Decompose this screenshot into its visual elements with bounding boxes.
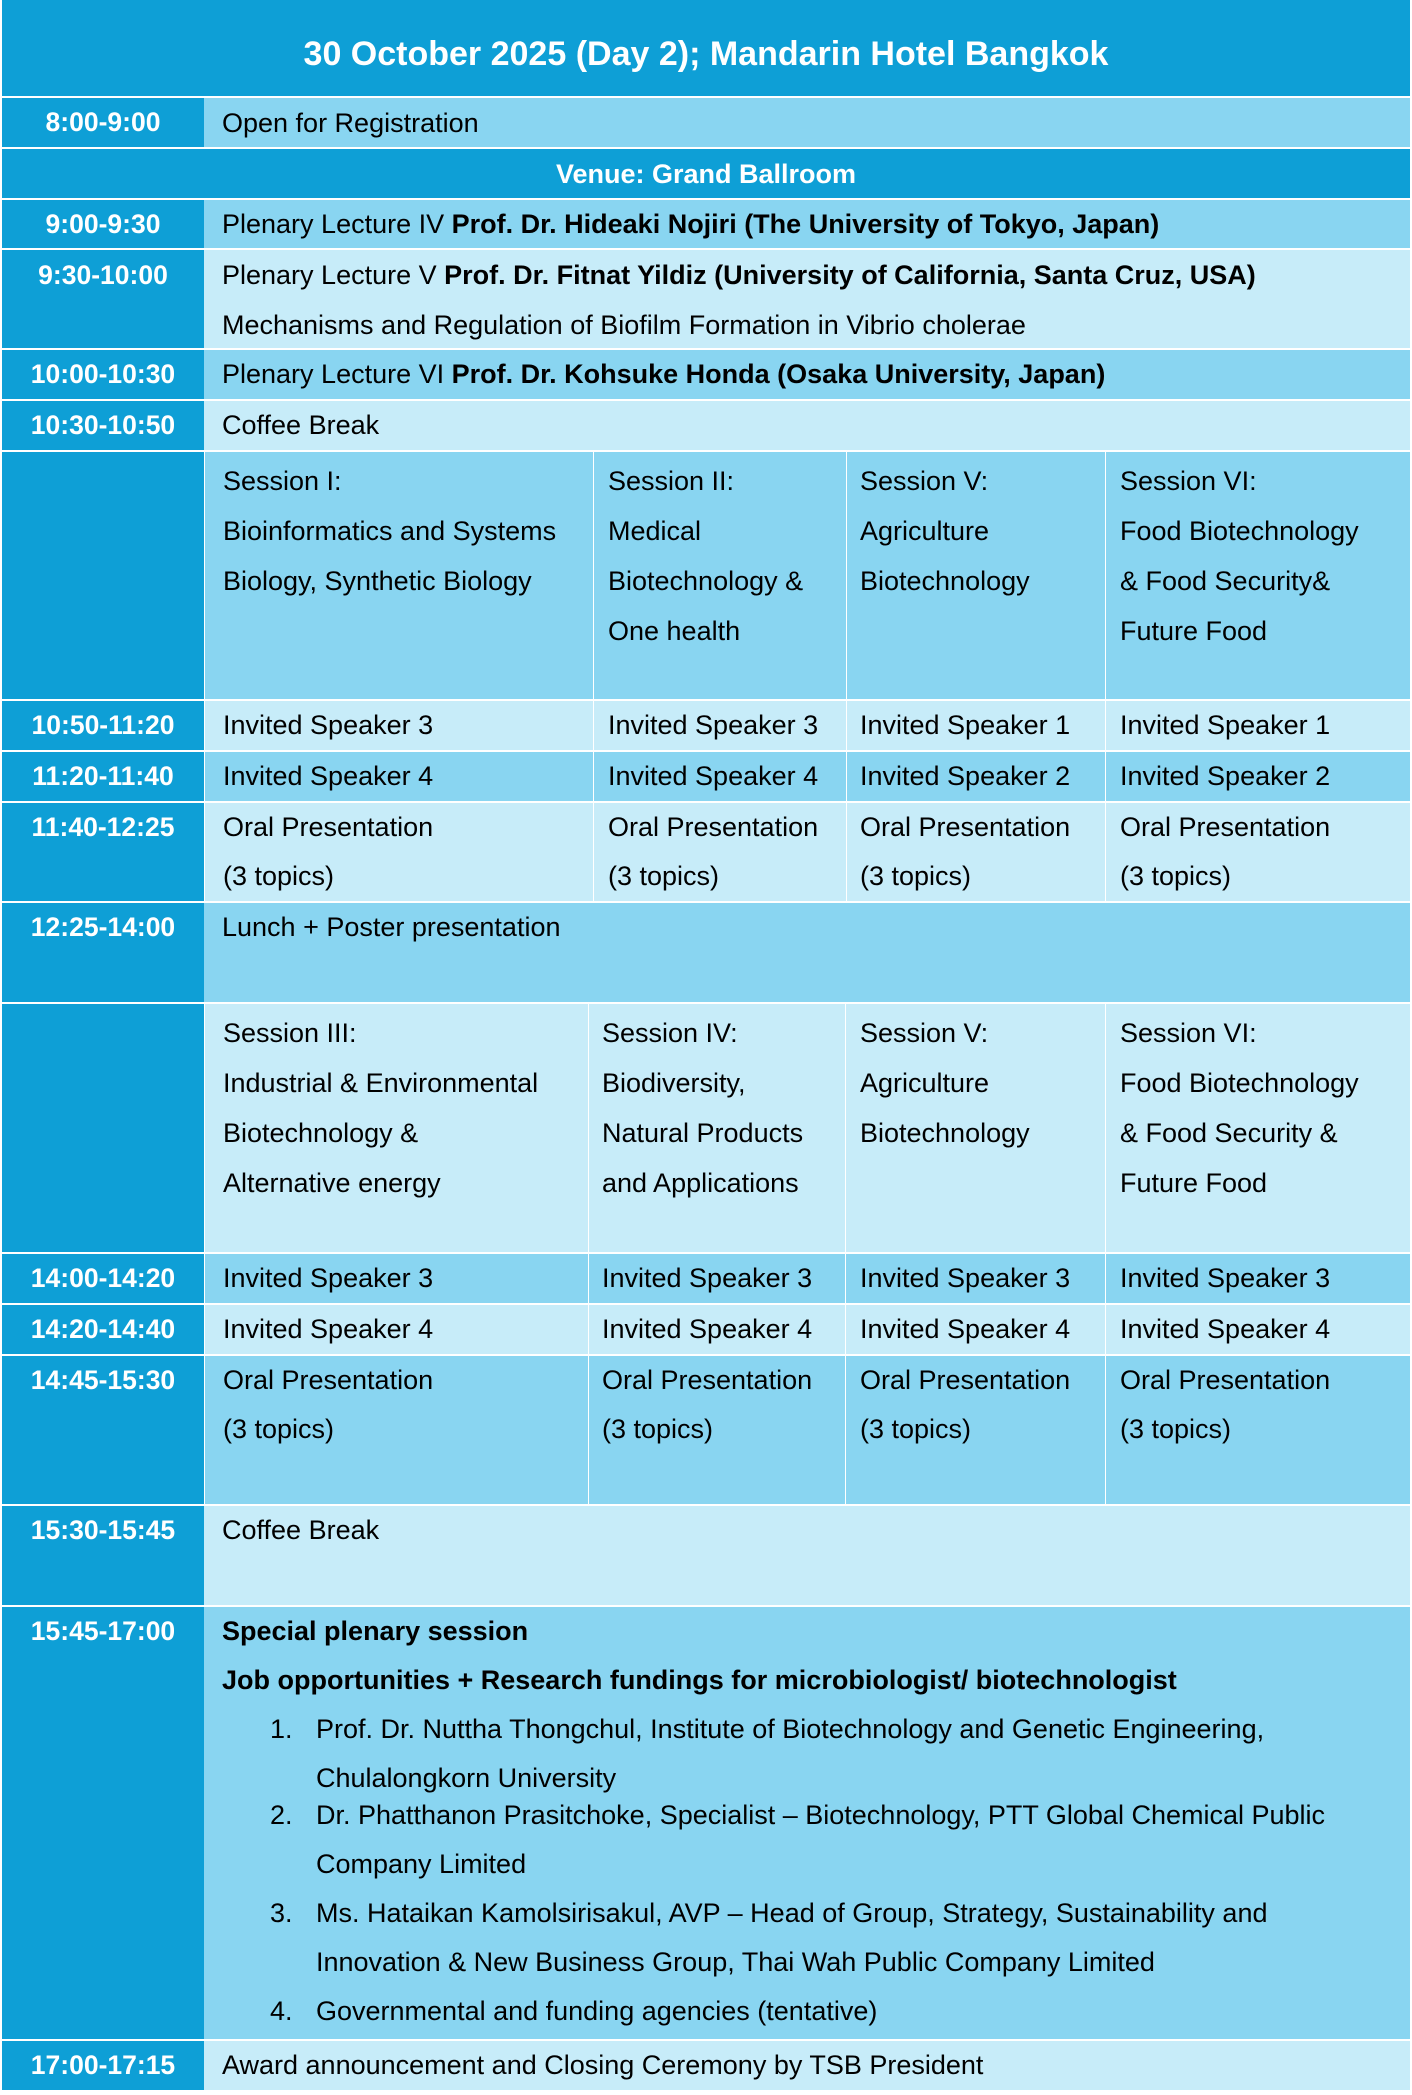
list-item: 4. Governmental and funding agencies (tentative) bbox=[270, 1996, 878, 2026]
page-title: 30 October 2025 (Day 2); Mandarin Hotel Bangkok bbox=[2, 0, 1410, 96]
time-cell: 9:00-9:30 bbox=[2, 200, 204, 248]
special-heading: Special plenary session bbox=[222, 1616, 529, 1646]
time-cell: 10:30-10:50 bbox=[2, 401, 204, 450]
speaker-list bbox=[222, 1705, 1410, 2036]
slot-cell: Invited Speaker 3 bbox=[845, 1254, 1105, 1303]
slot-cell: Invited Speaker 3 bbox=[593, 701, 846, 750]
slot-cell: Oral Presentation (3 topics) bbox=[846, 803, 1105, 901]
time-cell: 14:00-14:20 bbox=[2, 1254, 204, 1303]
list-item: 3. Ms. Hataikan Kamolsirisakul, AVP – Head of Group, Strategy, Sustainability and Innovation & New Business Group, Thai Wah Public Company Limited bbox=[270, 1898, 1268, 1977]
plenary-row bbox=[2, 200, 1410, 248]
coffee-break-text: Coffee Break bbox=[222, 410, 380, 440]
schedule-row bbox=[2, 752, 1410, 801]
registration-row bbox=[2, 98, 1410, 147]
time-cell: 14:20-14:40 bbox=[2, 1305, 204, 1354]
session-title: Session V: Agriculture Biotechnology bbox=[846, 452, 1105, 699]
plenary-row bbox=[2, 250, 1410, 348]
slot-cell: Invited Speaker 1 bbox=[1105, 701, 1410, 750]
slot-cell: Invited Speaker 1 bbox=[846, 701, 1105, 750]
schedule-row bbox=[2, 701, 1410, 750]
schedule-row bbox=[2, 1305, 1410, 1354]
slot-cell: Oral Presentation (3 topics) bbox=[1105, 803, 1410, 901]
plenary-text bbox=[204, 250, 1410, 348]
plenary-label: Plenary Lecture V bbox=[222, 260, 445, 290]
time-cell bbox=[2, 1004, 204, 1252]
registration-text: Open for Registration bbox=[222, 108, 479, 138]
session-title: Session V: Agriculture Biotechnology bbox=[845, 1004, 1105, 1252]
slot-cell: Invited Speaker 4 bbox=[588, 1305, 845, 1354]
slot-cell: Invited Speaker 4 bbox=[593, 752, 846, 801]
slot-cell: Invited Speaker 4 bbox=[845, 1305, 1105, 1354]
plenary-label: Plenary Lecture IV bbox=[222, 209, 452, 239]
list-item: 2. Dr. Phatthanon Prasitchoke, Specialist – Biotechnology, PTT Global Chemical Public Company Limited bbox=[270, 1800, 1326, 1879]
slot-cell: Invited Speaker 3 bbox=[204, 1254, 588, 1303]
list-item: 1. Prof. Dr. Nuttha Thongchul, Institute of Biotechnology and Genetic Engineering, Chulalongkorn University bbox=[270, 1714, 1265, 1793]
session-title: Session II: Medical Biotechnology & One health bbox=[593, 452, 846, 699]
plenary-speaker: Prof. Dr. Kohsuke Honda (Osaka University, Japan) bbox=[451, 359, 1106, 389]
time-cell: 11:20-11:40 bbox=[2, 752, 204, 801]
schedule-row bbox=[2, 1254, 1410, 1303]
time-cell: 11:40-12:25 bbox=[2, 803, 204, 901]
venue-row: Venue: Grand Ballroom bbox=[2, 149, 1410, 198]
time-cell: 14:45-15:30 bbox=[2, 1356, 204, 1504]
slot-cell: Invited Speaker 3 bbox=[204, 701, 593, 750]
coffee-break-row bbox=[2, 401, 1410, 450]
plenary-label: Plenary Lecture VI bbox=[222, 359, 452, 389]
time-cell: 8:00-9:00 bbox=[2, 98, 204, 147]
slot-cell: Invited Speaker 3 bbox=[1105, 1254, 1410, 1303]
slot-cell: Invited Speaker 3 bbox=[588, 1254, 845, 1303]
closing-row bbox=[2, 2041, 1410, 2090]
slot-cell: Invited Speaker 2 bbox=[846, 752, 1105, 801]
coffee-break-text: Coffee Break bbox=[222, 1515, 380, 1545]
plenary-speaker: Prof. Dr. Fitnat Yildiz (University of California, Santa Cruz, USA) bbox=[444, 260, 1256, 290]
time-cell: 17:00-17:15 bbox=[2, 2041, 204, 2090]
session-title: Session I: Bioinformatics and Systems Biology, Synthetic Biology bbox=[204, 452, 593, 699]
closing-text: Award announcement and Closing Ceremony by TSB President bbox=[222, 2050, 984, 2080]
morning-session-header-row bbox=[2, 452, 1410, 699]
time-cell: 15:30-15:45 bbox=[2, 1506, 204, 1605]
plenary-text bbox=[204, 200, 1410, 248]
plenary-speaker: Prof. Dr. Hideaki Nojiri (The University of Tokyo, Japan) bbox=[451, 209, 1160, 239]
session-title: Session VI: Food Biotechnology & Food Security & Future Food bbox=[1105, 1004, 1410, 1252]
lunch-row bbox=[2, 903, 1410, 1002]
special-plenary-content bbox=[204, 1607, 1410, 2039]
session-title: Session IV: Biodiversity, Natural Products and Applications bbox=[588, 1004, 845, 1252]
slot-cell: Invited Speaker 4 bbox=[1105, 1305, 1410, 1354]
time-cell: 12:25-14:00 bbox=[2, 903, 204, 1002]
slot-cell: Oral Presentation (3 topics) bbox=[593, 803, 846, 901]
special-plenary-row bbox=[2, 1607, 1410, 2039]
lunch-text: Lunch + Poster presentation bbox=[222, 912, 561, 942]
schedule-row bbox=[2, 1356, 1410, 1504]
session-title: Session VI: Food Biotechnology & Food Security& Future Food bbox=[1105, 452, 1410, 699]
slot-cell: Oral Presentation (3 topics) bbox=[204, 1356, 588, 1504]
plenary-text bbox=[204, 350, 1410, 399]
time-cell: 9:30-10:00 bbox=[2, 250, 204, 348]
special-subheading: Job opportunities + Research fundings for microbiologist/ biotechnologist bbox=[222, 1665, 1177, 1695]
afternoon-session-header-row bbox=[2, 1004, 1410, 1252]
slot-cell: Oral Presentation (3 topics) bbox=[1105, 1356, 1410, 1504]
time-cell: 10:00-10:30 bbox=[2, 350, 204, 399]
slot-cell: Oral Presentation (3 topics) bbox=[845, 1356, 1105, 1504]
plenary-row bbox=[2, 350, 1410, 399]
time-cell: 15:45-17:00 bbox=[2, 1607, 204, 2039]
schedule-row bbox=[2, 803, 1410, 901]
time-cell: 10:50-11:20 bbox=[2, 701, 204, 750]
session-title: Session III: Industrial & Environmental Biotechnology & Alternative energy bbox=[204, 1004, 588, 1252]
coffee-break-row bbox=[2, 1506, 1410, 1605]
slot-cell: Invited Speaker 4 bbox=[204, 752, 593, 801]
slot-cell: Invited Speaker 4 bbox=[204, 1305, 588, 1354]
time-cell bbox=[2, 452, 204, 699]
slot-cell: Oral Presentation (3 topics) bbox=[588, 1356, 845, 1504]
plenary-topic: Mechanisms and Regulation of Biofilm Formation in Vibrio cholerae bbox=[222, 310, 1026, 340]
slot-cell: Invited Speaker 2 bbox=[1105, 752, 1410, 801]
slot-cell: Oral Presentation (3 topics) bbox=[204, 803, 593, 901]
